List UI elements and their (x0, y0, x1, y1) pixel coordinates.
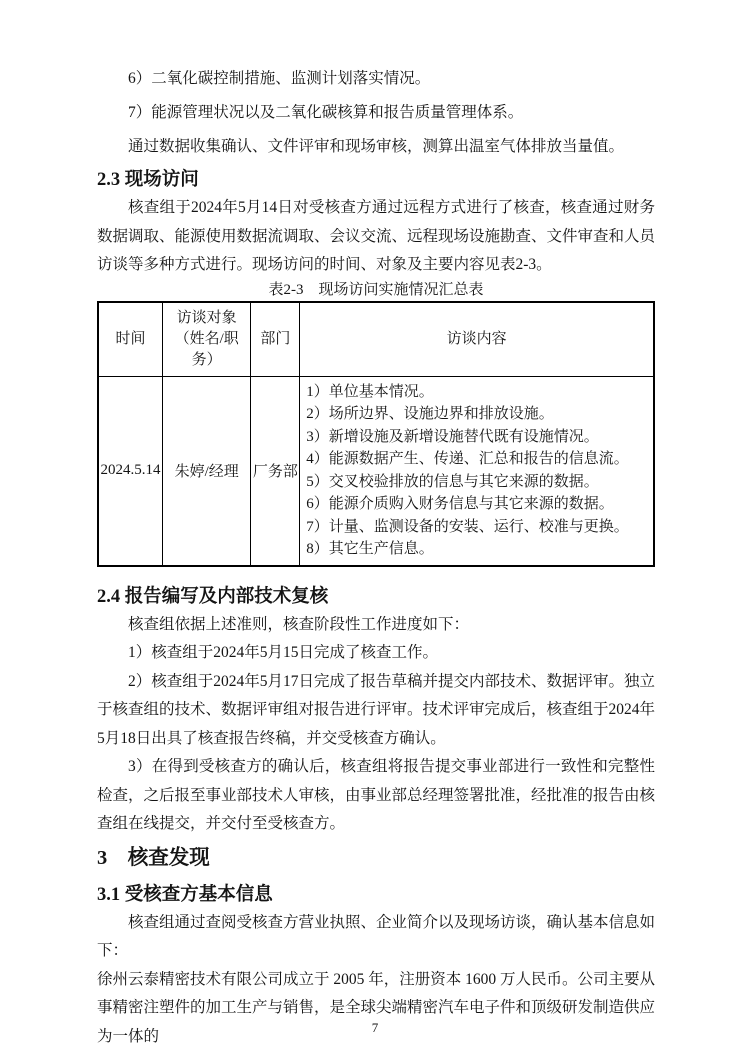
content-item-6: 6）能源介质购入财务信息与其它来源的数据。 (306, 496, 614, 512)
col-header-content (300, 302, 654, 377)
col-header-interviewee-line2: （姓名/职务） (174, 330, 239, 368)
content-item-4: 4）能源数据产生、传递、汇总和报告的信息流。 (306, 451, 629, 467)
content-item-7: 7）计量、监测设备的安装、运行、校准与更换。 (306, 518, 629, 535)
content-item-3: 3）新增设施及新增设施替代既有设施情况。 (306, 428, 599, 445)
content-item-5: 5）交叉校验排放的信息与其它来源的数据。 (306, 473, 599, 490)
col-header-time-label: 时间 (115, 330, 146, 347)
list-item-6: 6）二氧化碳控制措施、监测计划落实情况。 (128, 70, 431, 87)
section-2-3-paragraph: 核查组于2024年5月14日对受核查方通过远程方式进行了核查，核查通过财务数据调取、能源使用数据流调取、会议交流、远程现场设施勘查、文件审查和人员访谈等多种方式进行。现场访问的时间、对象及主要内容见表2-3。 (97, 199, 656, 273)
section-3-1-heading: 3.1 受核查方基本信息 (97, 884, 273, 905)
content-item-2: 2）场所边界、设施边界和排放设施。 (306, 406, 554, 422)
cell-time: 2024.5.14 (98, 376, 162, 566)
table-caption: 表2-3 现场访问实施情况汇总表 (268, 281, 484, 298)
col-header-interviewee (162, 302, 250, 377)
col-header-content-label: 访谈内容 (446, 330, 507, 347)
table-header-row (98, 302, 654, 377)
section-3-1-paragraph-rest: 徐州云泰精密技术有限公司成立于 2005 年，注册资本 1600 万人民币。公司主要从事精密注塑件的加工生产与销售，是全球尖端精密汽车电子件和顶级研发制造供应为一体的 (97, 970, 656, 1045)
content-item-1: 1）单位基本情况。 (306, 383, 434, 400)
col-header-department (251, 302, 300, 377)
section-2-4-item-1: 1）核查组于2024年5月15日完成了核查工作。 (128, 644, 439, 661)
page-number: 7 (371, 1020, 379, 1035)
col-header-interviewee-line1: 访谈对象 (176, 309, 237, 326)
cell-interviewee: 朱婷/经理 (162, 376, 250, 566)
section-2-3-heading: 2.3 现场访问 (97, 170, 199, 190)
section-3-1-paragraph-line1: 核查组通过查阅受核查方营业执照、企业简介以及现场访谈，确认基本信息如下： (97, 913, 656, 959)
cell-interview-contents (300, 376, 654, 566)
section-2-4-item-2: 2）核查组于2024年5月17日完成了报告草稿并提交内部技术、数据评审。独立于核查组的技术、数据评审组对报告进行评审。技术评审完成后，核查组于2024年5月18日出具了核查报告终稿，并交受核查方确认。 (97, 672, 656, 747)
site-visit-table (97, 301, 655, 567)
intro-summary: 通过数据收集确认、文件评审和现场审核，测算出温室气体排放当量值。 (128, 138, 625, 155)
list-item-7: 7）能源管理状况以及二氧化碳核算和报告质量管理体系。 (128, 104, 524, 121)
section-2-4-item-3: 3）在得到受核查方的确认后，核查组将报告提交事业部进行一致性和完整性检查，之后报至事业部技术人审核，由事业部总经理签署批准，经批准的报告由核查组在线提交，并交付至受核查方。 (97, 758, 656, 832)
content-item-8: 8）其它生产信息。 (306, 541, 434, 557)
table-row (98, 376, 654, 566)
section-3-heading: 3 核查发现 (97, 846, 210, 869)
section-2-4-intro: 核查组依据上述准则，核查阶段性工作进度如下： (128, 615, 470, 633)
col-header-department-label: 部门 (260, 330, 291, 347)
cell-department: 厂务部 (251, 376, 300, 566)
col-header-time (98, 302, 162, 377)
section-2-4-heading: 2.4 报告编写及内部技术复核 (97, 586, 329, 607)
